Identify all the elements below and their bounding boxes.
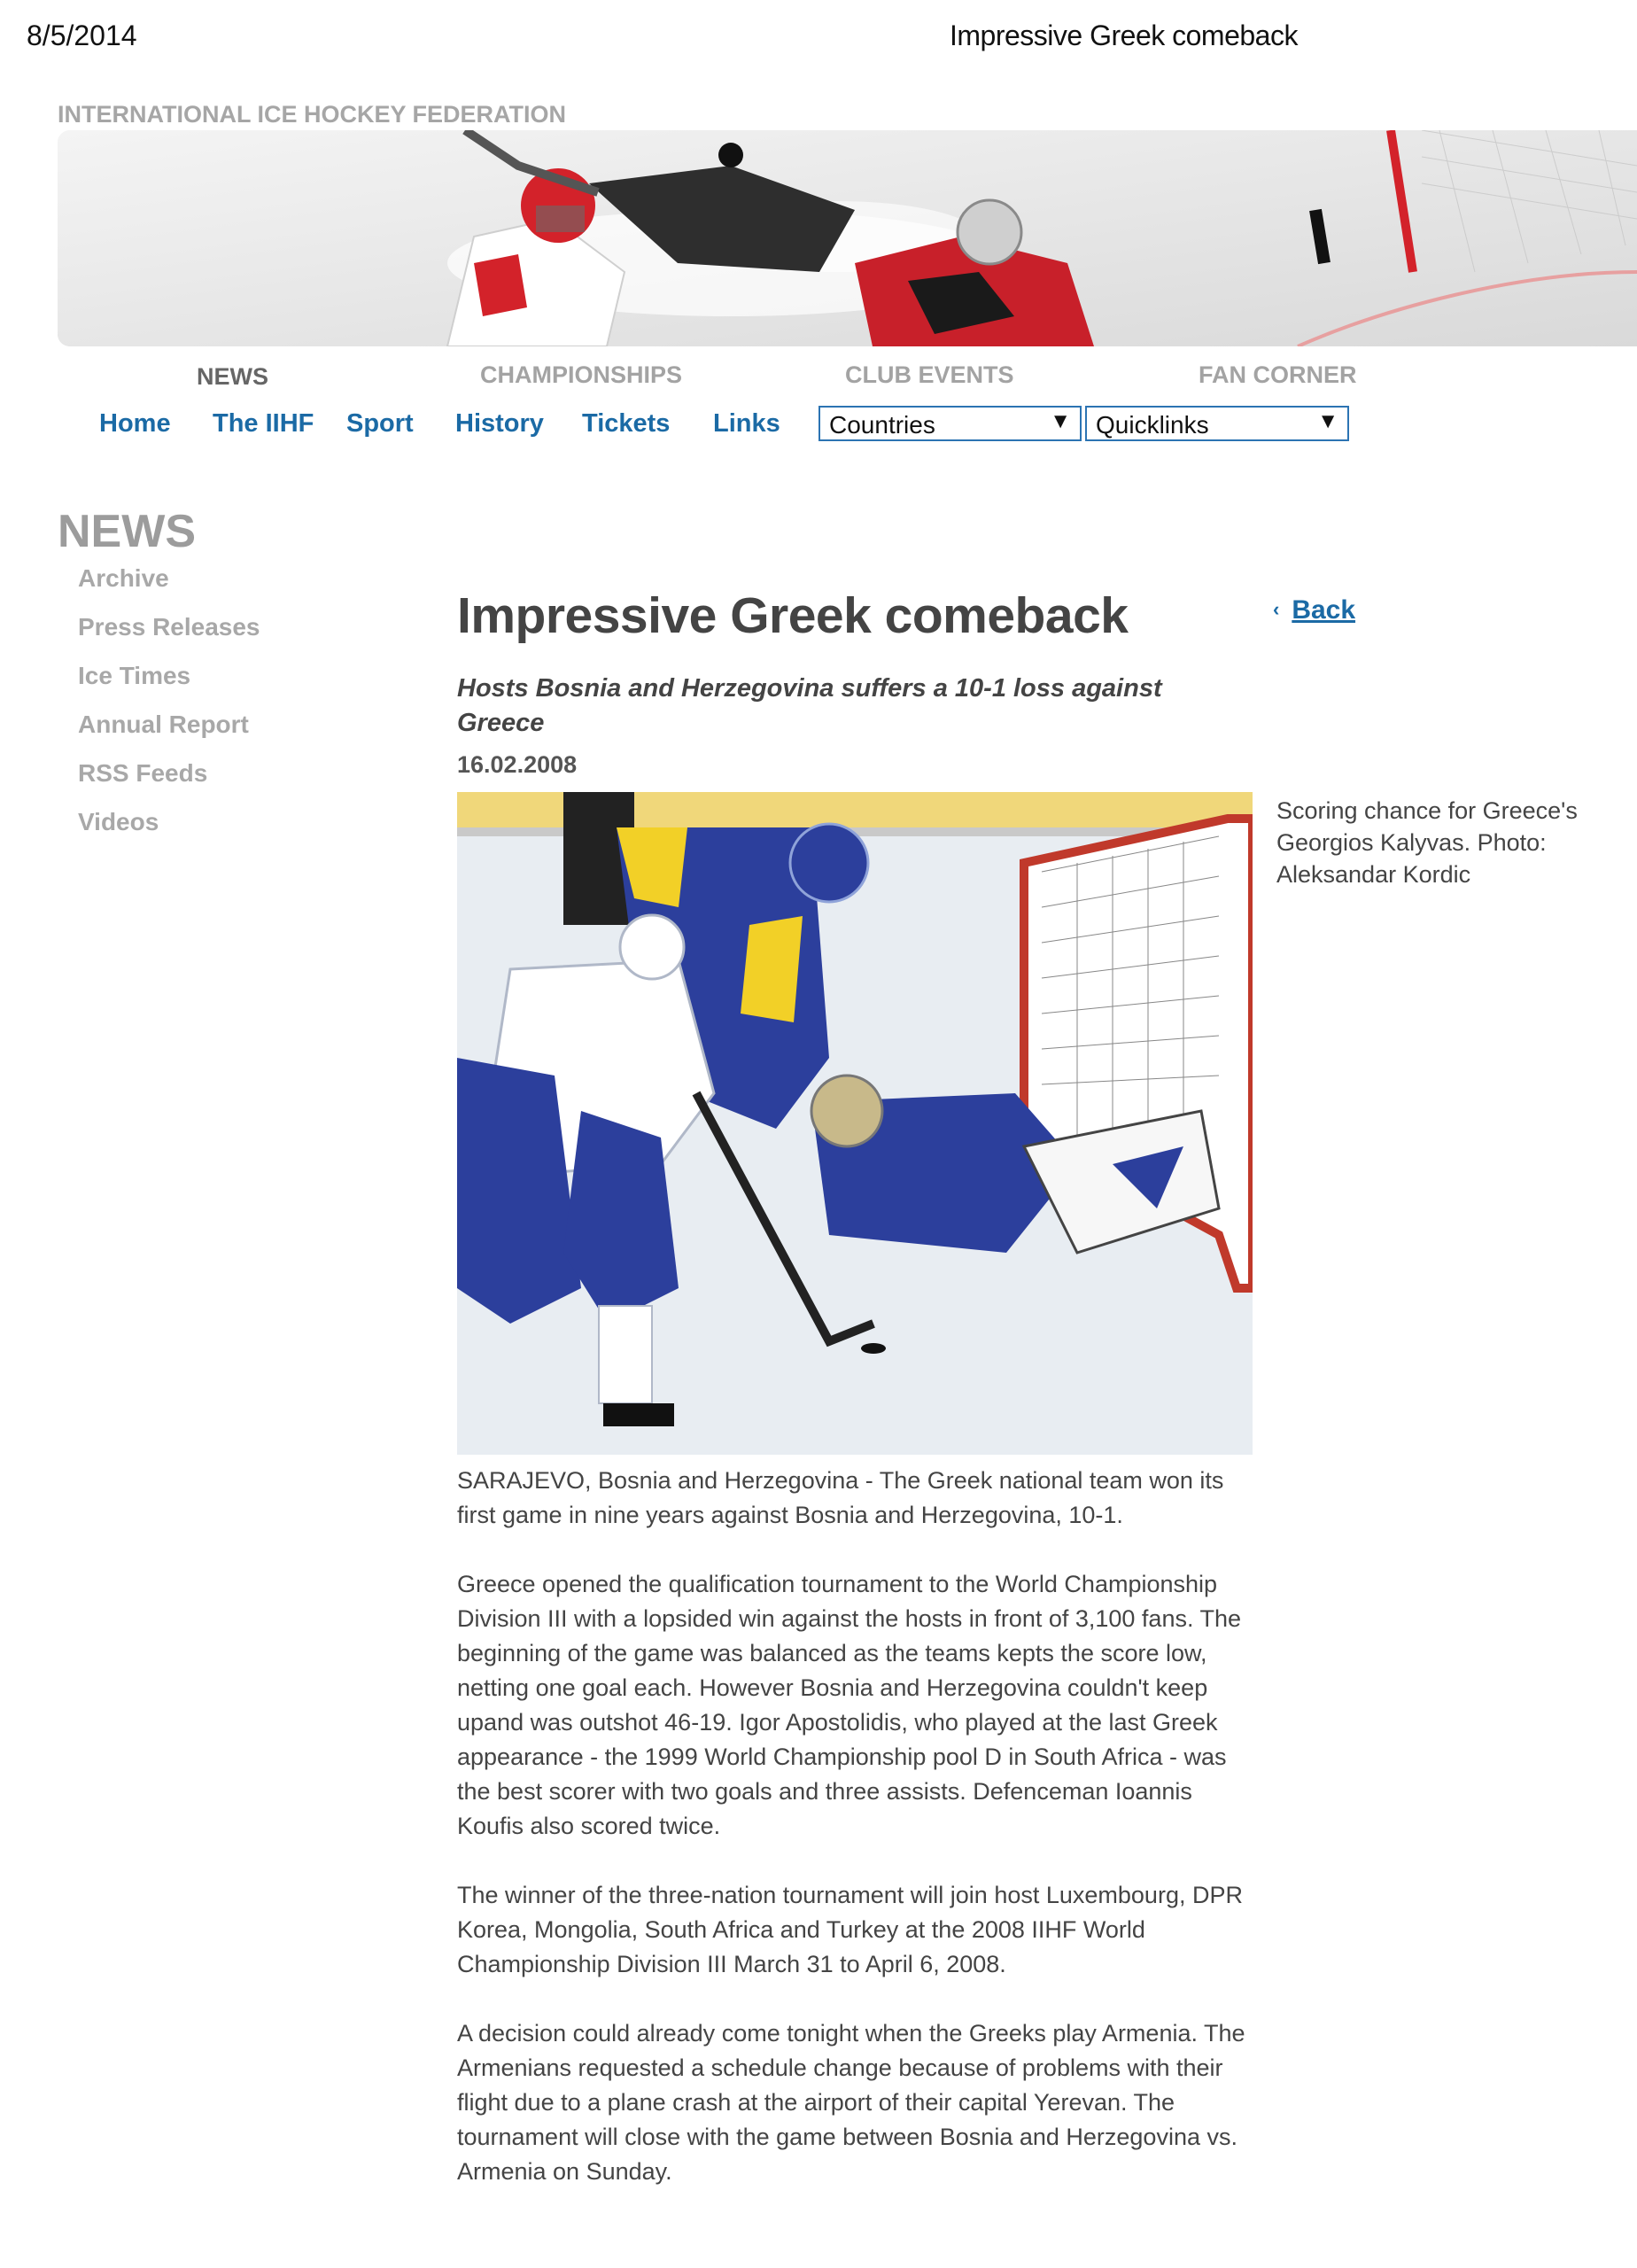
quicklinks-select[interactable] bbox=[1085, 406, 1349, 441]
print-title: Impressive Greek comeback bbox=[950, 19, 1298, 51]
sidebar-heading: NEWS bbox=[58, 506, 196, 557]
subnav-home[interactable]: Home bbox=[99, 409, 171, 438]
site-org-name[interactable]: INTERNATIONAL ICE HOCKEY FEDERATION bbox=[58, 101, 567, 128]
sidebar-item-videos[interactable]: Videos bbox=[78, 808, 159, 835]
mainnav-championships[interactable]: CHAMPIONSHIPS bbox=[480, 361, 683, 388]
sidebar-item-annual-report[interactable]: Annual Report bbox=[78, 711, 249, 738]
print-date: 8/5/2014 bbox=[27, 19, 137, 51]
chevron-left-icon: ‹ bbox=[1273, 598, 1280, 620]
article-title: Impressive Greek comeback bbox=[457, 587, 1129, 644]
triangle-down-icon: ▼ bbox=[1050, 409, 1071, 433]
article-paragraph: SARAJEVO, Bosnia and Herzegovina - The Greek national team won its first game in nine years against Bosnia and Herzegovina, 10-1. bbox=[457, 1467, 1224, 1528]
sidebar-item-press-releases[interactable]: Press Releases bbox=[78, 613, 260, 641]
article-subtitle: Hosts Bosnia and Herzegovina suffers a 10-1 loss against Greece bbox=[457, 674, 1162, 737]
sidebar-item-archive[interactable]: Archive bbox=[78, 564, 169, 592]
subnav-history[interactable]: History bbox=[455, 409, 544, 438]
subnav-links[interactable]: Links bbox=[713, 409, 780, 438]
hockey-action-photo bbox=[457, 792, 1253, 1455]
article-photo bbox=[457, 792, 1253, 1455]
hockey-banner-illustration bbox=[58, 130, 1637, 346]
subnav-the-iihf[interactable]: The IIHF bbox=[213, 409, 314, 438]
article-date: 16.02.2008 bbox=[457, 751, 578, 778]
sidebar-item-ice-times[interactable]: Ice Times bbox=[78, 662, 191, 689]
mainnav-club-events[interactable]: CLUB EVENTS bbox=[845, 361, 1014, 388]
triangle-down-icon: ▼ bbox=[1317, 409, 1338, 433]
article-body bbox=[457, 1464, 1263, 2224]
countries-select[interactable] bbox=[818, 406, 1082, 441]
sidebar-item-rss-feeds[interactable]: RSS Feeds bbox=[78, 759, 208, 787]
article-paragraph: The winner of the three-nation tournament will join host Luxembourg, DPR Korea, Mongolia, South Africa and Turkey at the 2008 IIHF World Championship Division III March 31 to April 6, 2008. bbox=[457, 1882, 1243, 1977]
mainnav-news[interactable]: NEWS bbox=[197, 363, 268, 390]
subnav-sport[interactable]: Sport bbox=[346, 409, 414, 438]
subnav-tickets[interactable]: Tickets bbox=[582, 409, 671, 438]
quicklinks-select-value: Quicklinks bbox=[1096, 411, 1209, 439]
mainnav-fan-corner[interactable]: FAN CORNER bbox=[1199, 361, 1357, 388]
back-link-label: Back bbox=[1292, 595, 1356, 625]
back-link[interactable] bbox=[1273, 595, 1355, 625]
countries-select-value: Countries bbox=[829, 411, 935, 439]
photo-caption: Scoring chance for Greece's Georgios Kalyvas. Photo: Aleksandar Kordic bbox=[1276, 797, 1578, 888]
article-paragraph: A decision could already come tonight when the Greeks play Armenia. The Armenians requested a schedule change because of problems with their flight due to a plane crash at the airport of their capital Yerevan. The tournament will close with the game between Bosnia and Herzegovina vs. Armenia on Sunday. bbox=[457, 2020, 1245, 2185]
header-banner-image bbox=[58, 130, 1637, 346]
article-paragraph: Greece opened the qualification tournament to the World Championship Division III with a lopsided win against the hosts in front of 3,100 fans. The beginning of the game was balanced as the teams kepts the score low, netting one goal each. However Bosnia and Herzegovina couldn't keep upand was outshot 46-19. Igor Apostolidis, who played at the last Greek appearance - the 1999 World Championship pool D in South Africa - was the best scorer with two goals and three assists. Defenceman Ioannis Koufis also scored twice. bbox=[457, 1571, 1242, 1839]
